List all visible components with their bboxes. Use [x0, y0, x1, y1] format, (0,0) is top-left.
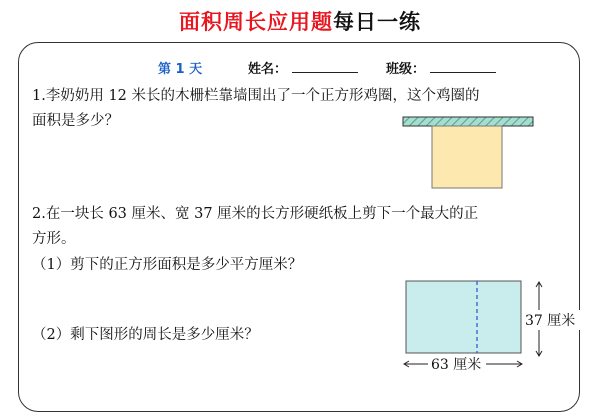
- figure-2-rectangle-diagram: [404, 281, 584, 373]
- cardboard-rectangle: [406, 281, 521, 353]
- height-label: 37 厘米: [525, 313, 576, 329]
- title-red-part: 面积周长应用题: [179, 10, 333, 34]
- width-label: 63 厘米: [431, 357, 482, 373]
- question-2-sub-1: （1）剪下的正方形面积是多少平方厘米？: [32, 257, 303, 273]
- day-label: 第 1 天: [158, 62, 203, 77]
- name-label: 姓名：: [248, 62, 288, 77]
- class-label: 班级：: [386, 62, 426, 77]
- figure-1-pen-diagram: [403, 117, 533, 188]
- question-1-line-1: 1.李奶奶用 12 米长的木栅栏靠墙围出了一个正方形鸡圈，这个鸡圈的: [32, 88, 480, 104]
- question-2-line-2: 方形。: [32, 231, 76, 247]
- wall-hatched: [403, 117, 533, 126]
- question-2-line-1: 2.在一块长 63 厘米、宽 37 厘米的长方形硬纸板上剪下一个最大的正: [32, 206, 479, 222]
- question-1-line-2: 面积是多少？: [32, 113, 119, 129]
- question-2-sub-2: （2）剩下图形的周长是多少厘米？: [32, 327, 259, 343]
- square-pen: [432, 126, 502, 188]
- title-black-part: 每日一练: [333, 10, 421, 34]
